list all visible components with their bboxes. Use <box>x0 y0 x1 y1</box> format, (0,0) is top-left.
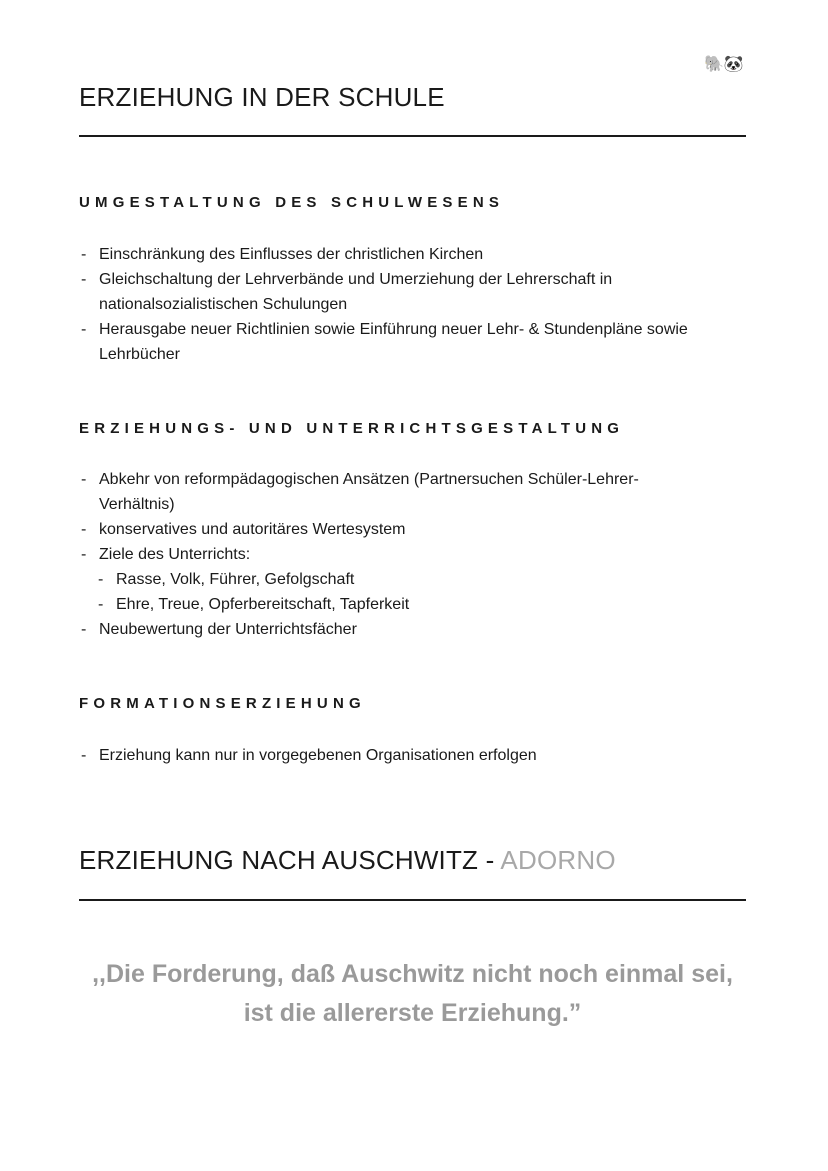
list-item: - Abkehr von reformpädagogischen Ansätzen (Partnersuchen Schüler-Lehrer-Verhältnis) <box>79 467 739 517</box>
list-formationserziehung <box>79 743 739 768</box>
title-divider <box>79 899 746 901</box>
heading-umgestaltung: UMGESTALTUNG DES SCHULWESENS <box>79 194 505 211</box>
sub-list-item: - Ehre, Treue, Opferbereitschaft, Tapferkeit <box>79 592 739 617</box>
adorno-quote: ,,Die Forderung, daß Auschwitz nicht noch einmal sei, ist die allererste Erziehung.” <box>92 960 733 1027</box>
emoji-decoration: 🐘🐼 <box>704 54 744 73</box>
list-item: - Gleichschaltung der Lehrverbände und Umerziehung der Lehrerschaft in nationalsozialistischen Schulungen <box>79 267 739 317</box>
title-main: ERZIEHUNG NACH AUSCHWITZ - <box>79 845 501 875</box>
list-item: - Ziele des Unterrichts: <box>79 542 739 567</box>
list-item: - Herausgabe neuer Richtlinien sowie Einführung neuer Lehr- & Stundenpläne sowie Lehrbücher <box>79 317 739 367</box>
heading-unterrichtsgestaltung: ERZIEHUNGS- UND UNTERRICHTSGESTALTUNG <box>79 420 625 437</box>
title-divider <box>79 135 746 137</box>
list-item: - Einschränkung des Einflusses der christlichen Kirchen <box>79 242 739 267</box>
list-item: - Erziehung kann nur in vorgegebenen Organisationen erfolgen <box>79 743 739 768</box>
sub-list-item: - Rasse, Volk, Führer, Gefolgschaft <box>79 567 739 592</box>
list-item: - Neubewertung der Unterrichtsfächer <box>79 617 739 642</box>
section-title-schule: ERZIEHUNG IN DER SCHULE <box>79 82 445 112</box>
list-unterrichtsgestaltung <box>79 467 739 642</box>
title-accent-adorno: ADORNO <box>500 845 616 875</box>
list-umgestaltung <box>79 242 739 367</box>
list-item: - konservatives und autoritäres Wertesystem <box>79 517 739 542</box>
section-title-adorno <box>79 845 616 876</box>
heading-formationserziehung: FORMATIONSERZIEHUNG <box>79 695 366 712</box>
